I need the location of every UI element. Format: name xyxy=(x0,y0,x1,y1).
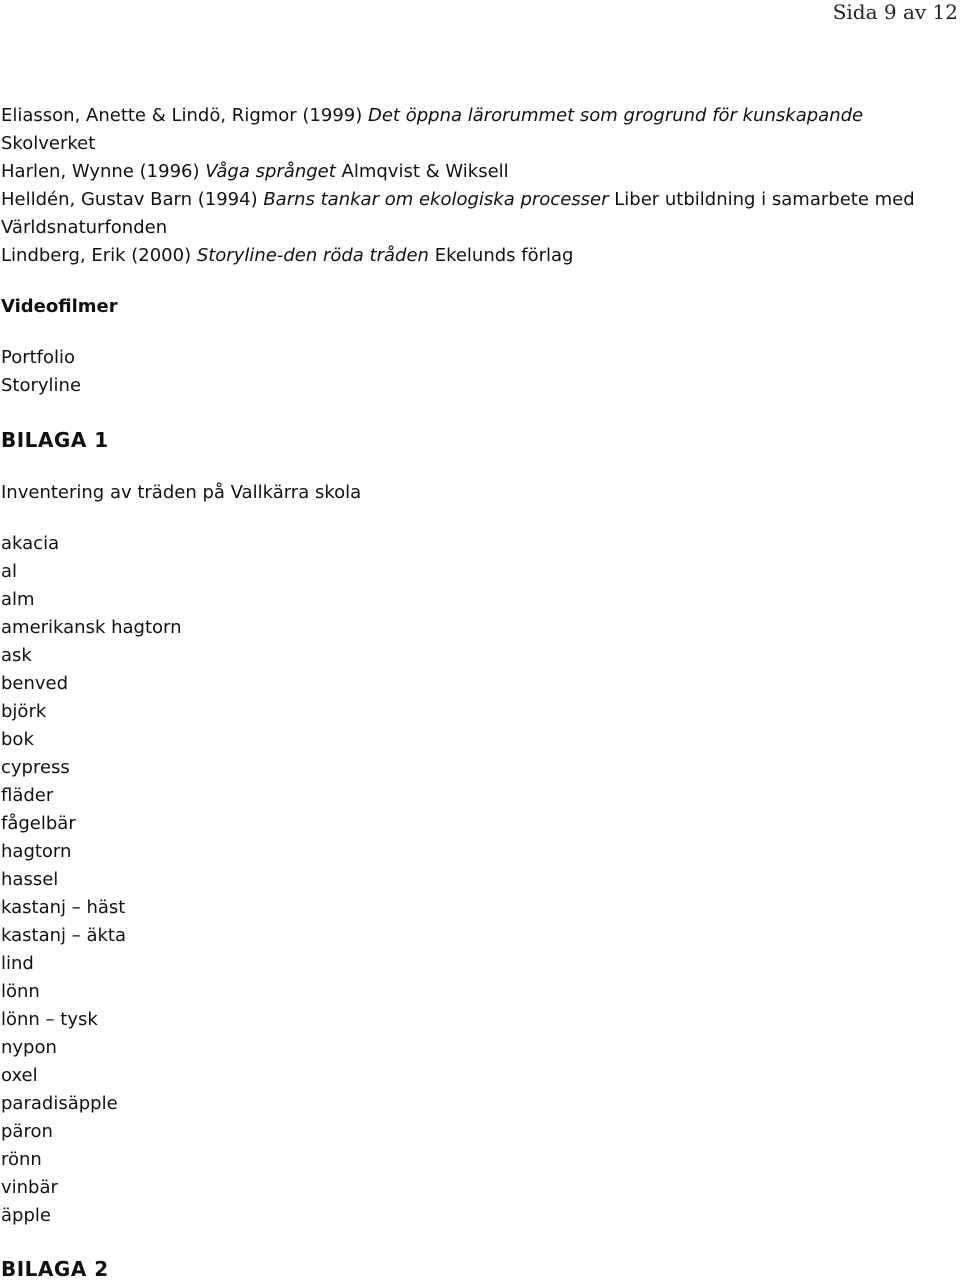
list-item: äpple xyxy=(1,1205,51,1226)
reference-eliasson xyxy=(1,102,956,130)
bilaga1-heading: BILAGA 1 xyxy=(1,428,109,452)
list-item: oxel xyxy=(1,1065,38,1086)
list-item: kastanj – häst xyxy=(1,897,126,918)
list-item: hassel xyxy=(1,869,59,890)
list-item: rönn xyxy=(1,1149,42,1170)
list-item: benved xyxy=(1,673,69,694)
reference-skolverket xyxy=(1,130,956,158)
list-item: lind xyxy=(1,953,34,974)
document-body xyxy=(1,102,956,1283)
list-item: paradisäpple xyxy=(1,1093,118,1114)
reference-authors: Skolverket xyxy=(1,133,96,154)
list-item: päron xyxy=(1,1121,53,1142)
list-item: fläder xyxy=(1,785,54,806)
reference-publisher: Ekelunds förlag xyxy=(428,245,574,266)
list-item: bok xyxy=(1,729,34,750)
list-item: amerikansk hagtorn xyxy=(1,617,182,638)
list-item: vinbär xyxy=(1,1177,58,1198)
reference-hellden xyxy=(1,186,956,214)
reference-authors: Helldén, Gustav Barn (1994) xyxy=(1,189,264,210)
reference-authors: Eliasson, Anette & Lindö, Rigmor (1999) xyxy=(1,105,368,126)
reference-title: Det öppna lärorummet som grogrund för kunskapande xyxy=(368,105,864,126)
inventory-title: Inventering av träden på Vallkärra skola xyxy=(1,482,362,503)
list-item: alm xyxy=(1,589,35,610)
video-list xyxy=(1,344,956,400)
reference-authors: Lindberg, Erik (2000) xyxy=(1,245,197,266)
reference-lindberg xyxy=(1,242,956,270)
list-item: björk xyxy=(1,701,47,722)
list-item: lönn xyxy=(1,981,40,1002)
tree-list xyxy=(1,530,956,1230)
list-item: ask xyxy=(1,645,32,666)
list-item: nypon xyxy=(1,1037,57,1058)
videos-heading: Videofilmer xyxy=(1,296,118,317)
list-item: fågelbär xyxy=(1,813,76,834)
reference-list xyxy=(1,102,956,270)
bilaga2-heading: BILAGA 2 xyxy=(1,1257,109,1281)
reference-harlen xyxy=(1,158,956,186)
list-item: kastanj – äkta xyxy=(1,925,126,946)
list-item: Portfolio xyxy=(1,347,76,368)
reference-title: Barns tankar om ekologiska processer xyxy=(263,189,609,210)
list-item: lönn – tysk xyxy=(1,1009,98,1030)
reference-authors: Harlen, Wynne (1996) xyxy=(1,161,206,182)
reference-title: Storyline-den röda tråden xyxy=(196,245,429,266)
reference-publisher: Liber utbildning i samarbete med xyxy=(608,189,915,210)
reference-publisher: Almqvist & Wiksell xyxy=(335,161,509,182)
list-item: cypress xyxy=(1,757,70,778)
page-number: Sida 9 av 12 xyxy=(832,0,958,24)
list-item: al xyxy=(1,561,18,582)
reference-varldsnaturfonden xyxy=(1,214,956,242)
list-item: Storyline xyxy=(1,375,82,396)
list-item: akacia xyxy=(1,533,60,554)
list-item: hagtorn xyxy=(1,841,72,862)
reference-authors: Världsnaturfonden xyxy=(1,217,168,238)
reference-title: Våga språnget xyxy=(205,161,336,182)
